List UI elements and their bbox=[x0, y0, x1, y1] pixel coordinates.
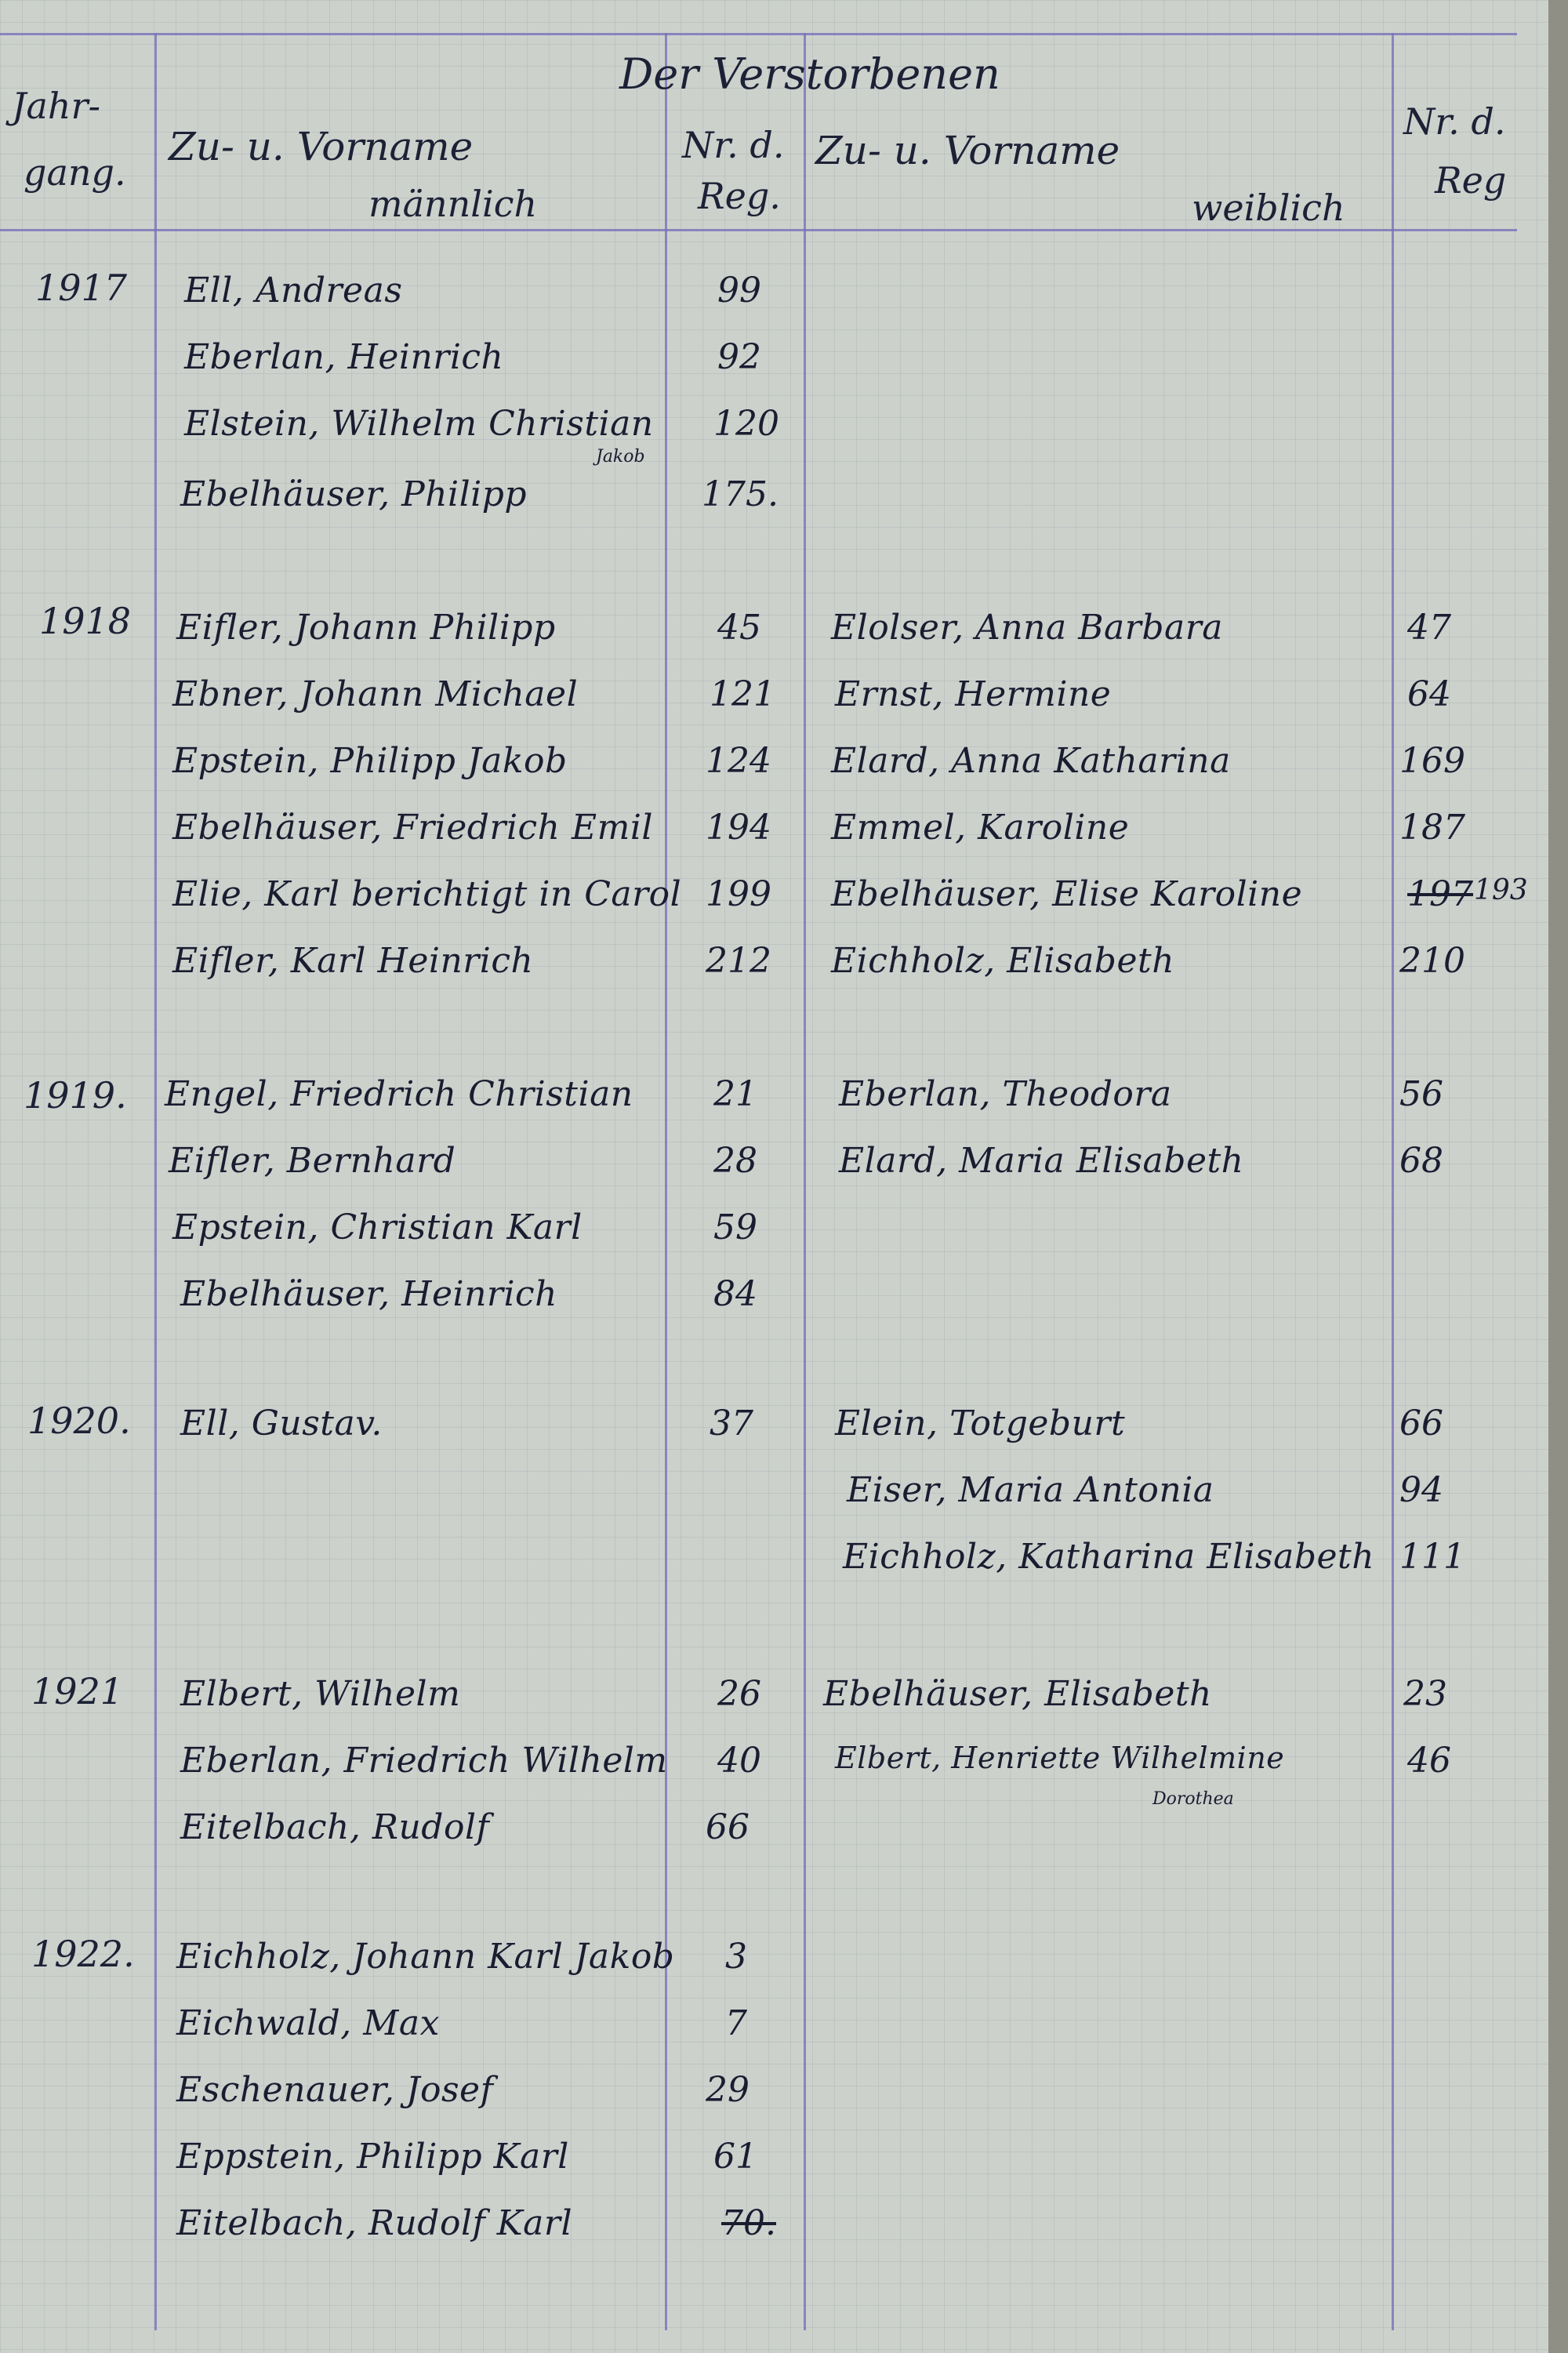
male-name: Elie, Karl berichtigt in Carol bbox=[172, 874, 682, 914]
male-name: Elstein, Wilhelm Christian bbox=[184, 404, 654, 444]
male-name: Epstein, Philipp Jakob bbox=[172, 741, 568, 781]
female-name: Elolser, Anna Barbara bbox=[831, 608, 1223, 648]
male-name: Eifler, Johann Philipp bbox=[176, 608, 556, 648]
female-reg: 64 bbox=[1407, 674, 1451, 714]
female-reg: 23 bbox=[1403, 1674, 1447, 1714]
female-reg: 169 bbox=[1399, 741, 1465, 781]
male-name: Eberlan, Heinrich bbox=[184, 337, 504, 377]
female-name: Ebelhäuser, Elisabeth bbox=[823, 1674, 1212, 1714]
male-reg: 84 bbox=[713, 1274, 757, 1314]
col-divider-1 bbox=[154, 33, 157, 2330]
male-reg: 199 bbox=[706, 874, 771, 914]
male-name: Eitelbach, Rudolf bbox=[180, 1807, 490, 1847]
female-name: Eiser, Maria Antonia bbox=[847, 1470, 1214, 1510]
female-name: Eberlan, Theodora bbox=[839, 1074, 1172, 1114]
male-reg: 37 bbox=[710, 1403, 753, 1443]
male-name: Epstein, Christian Karl bbox=[172, 1207, 583, 1247]
male-name: Eifler, Bernhard bbox=[169, 1141, 456, 1181]
male-name: Eichwald, Max bbox=[176, 2003, 440, 2043]
female-reg: 187 bbox=[1399, 808, 1465, 848]
male-name: Engel, Friedrich Christian bbox=[165, 1074, 633, 1114]
year-1919: 1919. bbox=[24, 1074, 127, 1117]
female-name: Ernst, Hermine bbox=[835, 674, 1112, 714]
male-name: Eschenauer, Josef bbox=[176, 2070, 494, 2110]
page-edge bbox=[1548, 0, 1568, 2353]
year-1917: 1917 bbox=[35, 267, 128, 309]
female-reg: 94 bbox=[1399, 1470, 1443, 1510]
male-name: Elbert, Wilhelm bbox=[180, 1674, 461, 1714]
male-reg: 40 bbox=[717, 1741, 761, 1781]
top-rule bbox=[0, 33, 1517, 35]
col-year-header-2: gang. bbox=[24, 151, 126, 194]
male-reg: 121 bbox=[710, 674, 775, 714]
col-divider-2 bbox=[665, 33, 667, 2330]
male-reg: 29 bbox=[706, 2070, 750, 2110]
male-reg: 70. bbox=[721, 2203, 776, 2243]
col-reg-male-header-1: Nr. d. bbox=[682, 124, 785, 166]
male-reg: 66 bbox=[706, 1807, 750, 1847]
male-name: Ell, Gustav. bbox=[180, 1403, 383, 1443]
male-name: Eberlan, Friedrich Wilhelm bbox=[180, 1741, 668, 1781]
female-name: Elbert, Henriette Wilhelmine bbox=[835, 1741, 1285, 1775]
female-reg: 111 bbox=[1399, 1537, 1465, 1577]
male-name: Ebner, Johann Michael bbox=[172, 674, 579, 714]
female-name: Elein, Totgeburt bbox=[835, 1403, 1126, 1443]
male-name: Eppstein, Philipp Karl bbox=[176, 2137, 569, 2177]
male-reg: 28 bbox=[713, 1141, 757, 1181]
year-1922: 1922. bbox=[31, 1933, 135, 1975]
female-name: Ebelhäuser, Elise Karoline bbox=[831, 874, 1303, 914]
female-reg: 66 bbox=[1399, 1403, 1443, 1443]
col-reg-female-header-2: Reg bbox=[1435, 159, 1507, 202]
female-reg: 46 bbox=[1407, 1741, 1451, 1781]
male-reg: 175. bbox=[702, 474, 779, 514]
male-reg: 61 bbox=[713, 2137, 757, 2177]
col-female-header-2: weiblich bbox=[1192, 187, 1345, 229]
female-reg: 47 bbox=[1407, 608, 1451, 648]
male-reg: 92 bbox=[717, 337, 761, 377]
female-reg: 68 bbox=[1399, 1141, 1443, 1181]
male-name: Ebelhäuser, Philipp bbox=[180, 474, 528, 514]
male-reg: 45 bbox=[717, 608, 761, 648]
male-name: Ell, Andreas bbox=[184, 271, 403, 310]
male-name: Eitelbach, Rudolf Karl bbox=[176, 2203, 573, 2243]
male-reg: 7 bbox=[725, 2003, 747, 2043]
female-name: Eichholz, Katharina Elisabeth bbox=[843, 1537, 1375, 1577]
male-reg: 124 bbox=[706, 741, 771, 781]
header-rule bbox=[0, 229, 1517, 231]
col-year-header-1: Jahr- bbox=[12, 85, 101, 127]
female-reg: 56 bbox=[1399, 1074, 1443, 1114]
col-divider-3 bbox=[804, 33, 806, 2330]
male-name: Ebelhäuser, Friedrich Emil bbox=[172, 808, 653, 848]
col-reg-male-header-2: Reg. bbox=[698, 175, 781, 217]
female-name: Emmel, Karoline bbox=[831, 808, 1130, 848]
female-name: Eichholz, Elisabeth bbox=[831, 941, 1175, 981]
female-reg-correction: 193 bbox=[1474, 874, 1528, 906]
female-note: Dorothea bbox=[1152, 1789, 1234, 1809]
male-reg: 26 bbox=[717, 1674, 761, 1714]
male-name: Eichholz, Johann Karl Jakob bbox=[176, 1937, 675, 1977]
year-1918: 1918 bbox=[39, 600, 132, 642]
male-reg: 212 bbox=[706, 941, 771, 981]
male-note: Jakob bbox=[596, 447, 645, 467]
col-reg-female-header-1: Nr. d. bbox=[1403, 100, 1506, 143]
male-name: Ebelhäuser, Heinrich bbox=[180, 1274, 558, 1314]
male-reg: 3 bbox=[725, 1937, 747, 1977]
male-reg: 21 bbox=[713, 1074, 757, 1114]
female-reg: 210 bbox=[1399, 941, 1465, 981]
female-name: Elard, Maria Elisabeth bbox=[839, 1141, 1244, 1181]
male-reg: 99 bbox=[717, 271, 761, 310]
female-reg: 197 bbox=[1407, 874, 1473, 914]
ledger-title: Der Verstorbenen bbox=[619, 49, 1000, 99]
female-name: Elard, Anna Katharina bbox=[831, 741, 1231, 781]
col-male-header-2: männlich bbox=[368, 183, 538, 225]
col-male-header-1: Zu- u. Vorname bbox=[169, 124, 474, 169]
male-reg: 59 bbox=[713, 1207, 757, 1247]
male-name: Eifler, Karl Heinrich bbox=[172, 941, 534, 981]
male-reg: 194 bbox=[706, 808, 771, 848]
male-reg: 120 bbox=[713, 404, 779, 444]
year-1921: 1921 bbox=[31, 1670, 124, 1712]
col-female-header-1: Zu- u. Vorname bbox=[815, 128, 1120, 173]
col-divider-4 bbox=[1392, 33, 1394, 2330]
year-1920: 1920. bbox=[27, 1400, 131, 1442]
